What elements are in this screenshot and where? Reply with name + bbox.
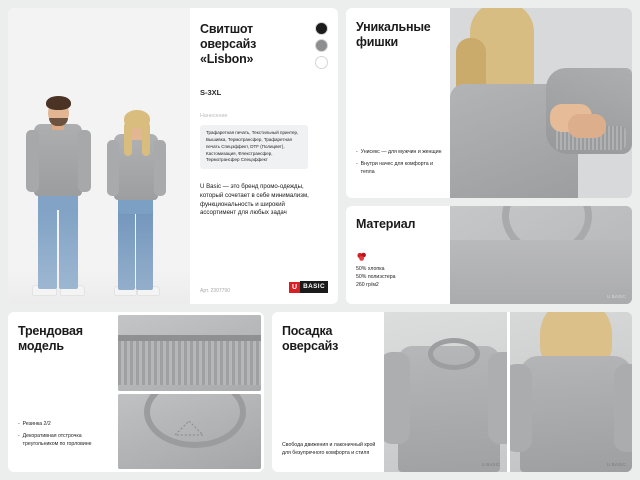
model-woman bbox=[104, 56, 178, 296]
page-title: Свитшот оверсайз «Lisbon» bbox=[200, 22, 257, 66]
features-photo bbox=[450, 8, 632, 198]
material-photo bbox=[450, 206, 632, 304]
material-spec-cotton: 50% хлопка bbox=[356, 266, 385, 272]
color-swatches[interactable] bbox=[315, 22, 328, 69]
bullet-dash-icon: - bbox=[356, 161, 358, 168]
logo-word: BASIC bbox=[300, 281, 328, 293]
bullet-dash-icon: - bbox=[18, 433, 20, 440]
list-item bbox=[18, 421, 110, 429]
list-item bbox=[356, 161, 442, 177]
brand-description: U Basic — это бренд промо-одежды, который сочетает в себе минимализм, функциональность и широкий ассортимент для любых задач bbox=[200, 183, 309, 217]
product-hero-photo bbox=[8, 8, 190, 304]
product-main-card bbox=[8, 8, 338, 304]
fit-card bbox=[272, 312, 632, 472]
print-methods-text: Трафаретная печать, Текстильный принтер, Вышивка, Термотрансфер, Трафаретная печать Спецэффект, DTF (Полицвет), Кастомизация, Флекстрансфер, Термотрансфер Спецэффект bbox=[206, 130, 299, 163]
features-bullet-list bbox=[356, 149, 442, 182]
fit-title: Посадка оверсайз bbox=[282, 324, 339, 353]
brand-logo bbox=[289, 280, 328, 294]
watermark: U BASIC bbox=[481, 462, 501, 467]
fit-photo-back bbox=[507, 312, 633, 472]
print-methods-box bbox=[200, 125, 308, 169]
white-swatch[interactable] bbox=[315, 56, 328, 69]
material-card bbox=[346, 206, 632, 304]
cotton-flower-icon bbox=[356, 250, 368, 262]
list-item bbox=[18, 433, 110, 449]
black-swatch[interactable] bbox=[315, 22, 328, 35]
material-spec-density: 260 гр/м2 bbox=[356, 281, 379, 288]
list-item-label: Декоративная отстрочка треугольником по горловине bbox=[22, 433, 92, 448]
watermark: U BASIC bbox=[607, 294, 626, 299]
fit-photo-front bbox=[384, 312, 507, 472]
trend-card bbox=[8, 312, 264, 472]
fit-note: Свобода движения и лаконичный крой для безупречного комфорта и стиля bbox=[282, 442, 376, 457]
list-item bbox=[356, 149, 442, 157]
list-item-label: Внутри начес для комфорта и тепла bbox=[360, 161, 433, 176]
trend-title: Трендовая модель bbox=[18, 324, 83, 353]
article-code: Арт. 2307790 bbox=[200, 288, 230, 294]
trend-bullet-list bbox=[18, 421, 110, 454]
features-title: Уникальные фишки bbox=[356, 20, 431, 49]
trend-photo-neck-stitch bbox=[118, 394, 261, 470]
material-specs bbox=[356, 266, 396, 289]
bullet-dash-icon: - bbox=[18, 420, 20, 427]
bullet-dash-icon: - bbox=[356, 148, 358, 155]
list-item-label: Резинка 2/2 bbox=[22, 420, 51, 427]
logo-mark: U bbox=[289, 282, 300, 293]
features-card bbox=[346, 8, 632, 198]
material-spec-polyester: 50% полиэстера bbox=[356, 273, 396, 280]
grey-swatch[interactable] bbox=[315, 39, 328, 52]
material-title: Материал bbox=[356, 217, 416, 231]
model-man bbox=[26, 46, 100, 296]
size-range: S-3XL bbox=[200, 88, 222, 98]
trend-photo-cuff bbox=[118, 315, 261, 391]
list-item-label: Унисекс — для мужчин и женщин bbox=[360, 148, 442, 155]
print-label: Нанесение bbox=[200, 113, 228, 120]
watermark: U BASIC bbox=[607, 462, 626, 467]
